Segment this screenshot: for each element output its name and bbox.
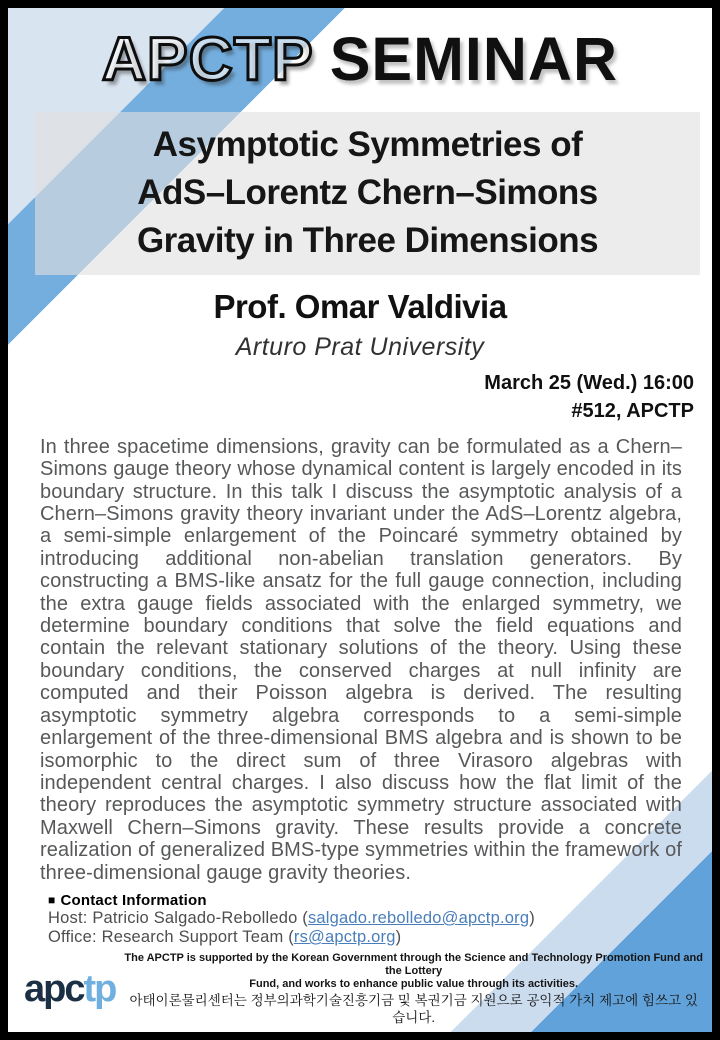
contact-office-line	[48, 928, 688, 947]
funding-statement-en-line2: Fund, and works to enhance public value through its activities.	[249, 978, 579, 990]
masthead	[8, 8, 712, 110]
host-email-link[interactable]: salgado.rebolledo@apctp.org	[307, 908, 530, 927]
talk-datetime: March 25 (Wed.) 16:00	[484, 371, 694, 394]
apctp-logo-dark-part: apc	[24, 968, 84, 1010]
talk-title: Asymptotic Symmetries of AdS–Lorentz Chern–Simons Gravity in Three Dimensions	[136, 125, 599, 260]
speaker-affiliation: Arturo Prat University	[235, 332, 485, 361]
apctp-logo	[24, 970, 115, 1008]
paren: (	[302, 908, 308, 927]
contact-section	[48, 892, 688, 947]
contact-host-line	[48, 909, 688, 928]
funding-statement	[123, 952, 704, 1026]
paren: (	[288, 927, 294, 946]
speaker-name: Prof. Omar Valdivia	[213, 287, 507, 325]
square-bullet-icon: ■	[48, 892, 56, 907]
apctp-logo-blue-part: tp	[83, 968, 116, 1010]
poster-background-stripes	[8, 8, 712, 1032]
talk-abstract: In three spacetime dimensions, gravity can be formulated as a Chern–Simons gauge theory whose dynamical content is largely encoded in its boundary structure. In this talk I discuss the asymptotic analysis of a Chern–Simons gravity theory invariant under the AdS–Lorentz algebra, a semi-simple enlargement of the Poincaré symmetry obtained by introducing additional non-abelian translation generators. By constructing a BMS-like ansatz for the full gauge connection, including the extra gauge fields associated with the enlarged symmetry, we determine boundary conditions that solve the field equations and contain the relevant stationary solutions of the theory. Using these boundary conditions, the conserved charges at null infinity are computed and their Poisson algebra is derived. The resulting asymptotic symmetry algebra corresponds to a semi-simple enlargement of the three-dimensional BMS algebra and is shown to be isomorphic to the direct sum of three Virasoro algebras with independent central charges. I also discuss how the flat limit of the theory reproduces the asymptotic symmetry structure associated with Maxwell Chern–Simons gravity. These results provide a concrete realization of generalized BMS-type symmetries within the framework of three-dimensional gauge gravity theories.	[40, 435, 682, 884]
funding-statement-en-line1: The APCTP is supported by the Korean Government through the Science and Technology Promotion Fund and the Lottery	[124, 952, 703, 977]
paren: )	[395, 927, 402, 946]
host-label: Host:	[48, 908, 88, 927]
paren: )	[529, 908, 535, 927]
schedule-block	[8, 369, 694, 425]
contact-heading	[48, 892, 688, 909]
host-name: Patricio Salgado-Rebolledo	[92, 908, 298, 927]
funding-statement-korean: 아태이론물리센터는 정부의과학기술진흥기금 및 복권기금 지원으로 공익적 가치 제고에 힘쓰고 있습니다.	[129, 993, 698, 1025]
seminar-series-label: SEMINAR	[329, 25, 619, 93]
office-email-link[interactable]: rs@apctp.org	[293, 927, 396, 946]
talk-title-box	[35, 112, 700, 275]
talk-location: #512, APCTP	[571, 399, 694, 422]
footer	[8, 950, 712, 1032]
office-label: Office:	[48, 927, 97, 946]
apctp-outline-logotype: APCTP	[101, 25, 314, 93]
contact-heading-label: Contact Information	[60, 891, 207, 909]
office-name: Research Support Team	[101, 927, 284, 946]
